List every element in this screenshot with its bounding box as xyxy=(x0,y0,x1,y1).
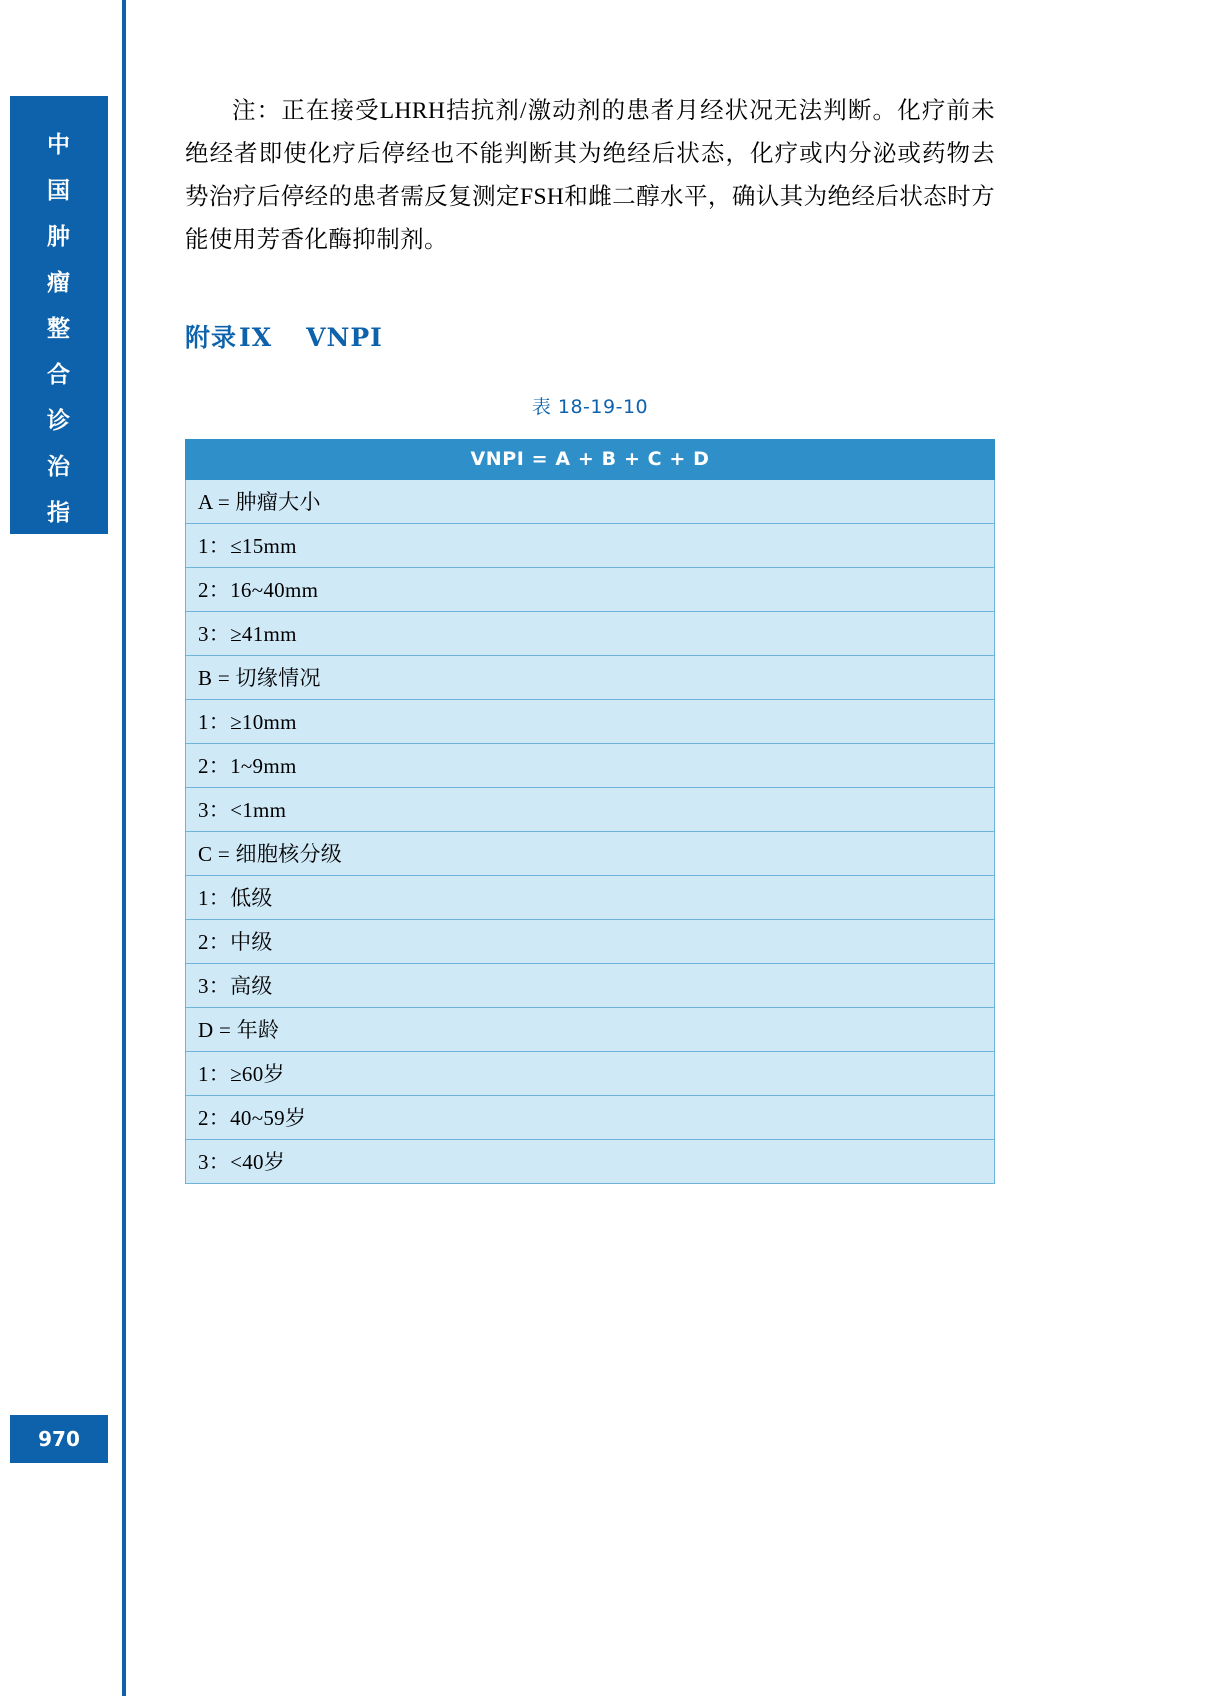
table-row xyxy=(186,568,995,612)
book-title-char: 国 xyxy=(47,178,71,204)
book-title-vertical xyxy=(10,96,108,582)
appendix-title: VNPI xyxy=(306,323,383,352)
table-row xyxy=(186,1140,995,1184)
book-title-char: 治 xyxy=(47,454,71,480)
book-title-char: 中 xyxy=(47,132,71,158)
table-cell: 1：≤15mm xyxy=(186,524,995,568)
table-row xyxy=(186,920,995,964)
table-cell: B = 切缘情况 xyxy=(186,656,995,700)
vnpi-table-body xyxy=(186,480,995,1184)
table-row xyxy=(186,788,995,832)
table-cell: 3：<40岁 xyxy=(186,1140,995,1184)
table-cell: 2：16~40mm xyxy=(186,568,995,612)
table-row xyxy=(186,964,995,1008)
page-content xyxy=(185,90,995,1184)
table-row xyxy=(186,744,995,788)
table-cell: 2：40~59岁 xyxy=(186,1096,995,1140)
table-cell: 3：<1mm xyxy=(186,788,995,832)
table-row xyxy=(186,1008,995,1052)
table-cell: 1：≥60岁 xyxy=(186,1052,995,1096)
table-cell: 3：高级 xyxy=(186,964,995,1008)
table-caption: 表 18-19-10 xyxy=(531,396,649,418)
book-title-char: 指 xyxy=(47,500,71,526)
appendix-label: 附录 xyxy=(185,323,238,352)
table-cell: 3：≥41mm xyxy=(186,612,995,656)
vnpi-table xyxy=(185,439,995,1184)
appendix-heading xyxy=(185,318,995,354)
margin-rule xyxy=(122,0,126,1696)
table-header-cell: VNPI = A + B + C + D xyxy=(186,440,995,480)
table-cell: 2：中级 xyxy=(186,920,995,964)
book-title-char: 合 xyxy=(47,362,71,388)
page-number: 970 xyxy=(10,1415,108,1463)
table-row xyxy=(186,612,995,656)
table-cell: 2：1~9mm xyxy=(186,744,995,788)
book-title-tab xyxy=(10,96,108,572)
table-row xyxy=(186,1052,995,1096)
table-cell: 1：低级 xyxy=(186,876,995,920)
book-title-char: 整 xyxy=(47,316,71,342)
table-row xyxy=(186,480,995,524)
table-cell: 1：≥10mm xyxy=(186,700,995,744)
table-header-row xyxy=(186,440,995,480)
table-row xyxy=(186,832,995,876)
table-row xyxy=(186,524,995,568)
table-cell: C = 细胞核分级 xyxy=(186,832,995,876)
table-cell: D = 年龄 xyxy=(186,1008,995,1052)
table-cell: A = 肿瘤大小 xyxy=(186,480,995,524)
table-row xyxy=(186,876,995,920)
appendix-number: IX xyxy=(239,323,273,352)
note-paragraph: 注：正在接受LHRH拮抗剂/激动剂的患者月经状况无法判断。化疗前未绝经者即使化疗后停经也不能判断其为绝经后状态，化疗或内分泌或药物去势治疗后停经的患者需反复测定FSH和雌二醇水平，确认其为绝经后状态时方能使用芳香化酶抑制剂。 xyxy=(185,98,995,253)
book-title-char: 瘤 xyxy=(47,270,71,296)
book-title-char: 肿 xyxy=(47,224,71,250)
table-row xyxy=(186,1096,995,1140)
book-title-char: 南 xyxy=(47,546,71,572)
table-row xyxy=(186,700,995,744)
table-row xyxy=(186,656,995,700)
book-title-char: 诊 xyxy=(47,408,71,434)
